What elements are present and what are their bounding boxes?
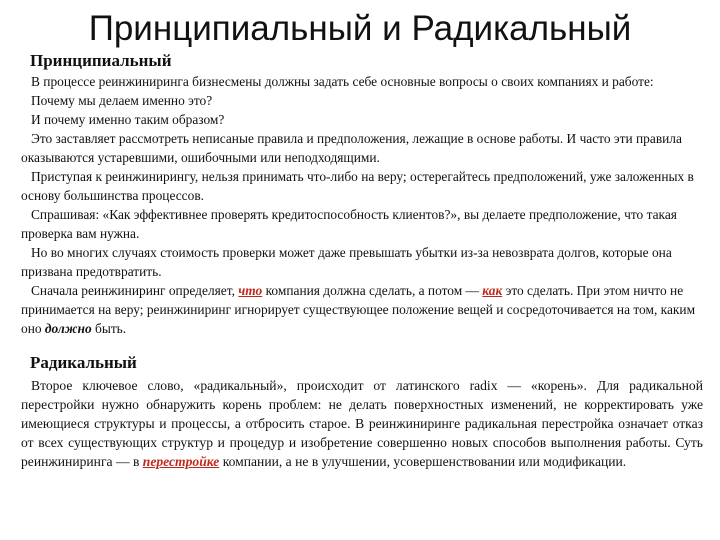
section-principled [21,50,703,338]
paragraph: Спрашивая: «Как эффективнее проверять кредитоспособность клиентов?», вы делаете предположение, что такая проверка вам нужна. [21,207,677,241]
slide-title: Принципиальный и Радикальный [88,9,632,48]
paragraph: В процессе реинжиниринга бизнесмены должны задать себе основные вопросы о своих компаниях и работе: [31,74,654,89]
emphasis-should: должно [44,321,92,336]
paragraph: Почему мы делаем именно это? [31,93,213,108]
slide-content [21,50,703,471]
paragraph: Приступая к реинжинирингу, нельзя принимать что-либо на веру; остерегайтесь предположений, уже заложенных в основу большинства процессов. [21,169,694,203]
text-run: это сделать. При этом ничто не принимается на веру; реинжиниринг игнорирует существующее положение вещей и сосредоточивается на том, каким оно [21,283,696,336]
highlight-what: что [238,283,263,298]
paragraph: Это заставляет рассмотреть неписаные правила и предположения, лежащие в основе работы. И часто эти правила оказываются устаревшими, ошибочными или неподходящими. [21,131,682,165]
paragraph-what-how [21,281,703,338]
text-run: компания должна сделать, а потом — [262,283,483,298]
paragraph: Но во многих случаях стоимость проверки может даже превышать убытки из-за невозврата долгов, которые она призвана предотвратить. [21,245,672,279]
section-radical [21,352,703,471]
highlight-restructuring: перестройке [142,454,220,469]
section-heading-radical: Радикальный [30,353,137,372]
text-run: быть. [91,321,127,336]
highlight-how: как [482,283,503,298]
text-run: Второе ключевое слово, «радикальный», происходит от латинского radix — «корень». Для радикальной перестройки нужно обнаружить корень проблем: не делать поверхностных изменений, не корректировать уже имеющиеся структуры и процессы, а отбросить старое. В реинжиниринге радикальная перестройка означает отказ от всех существующих структур и процедур и изобретение совершенно новых способов выполнения работы. Суть реинжиниринга — в [21,378,703,469]
section-heading-principled: Принципиальный [30,51,172,70]
paragraph-radical [21,376,703,471]
text-run: Сначала реинжиниринг определяет, [31,283,239,298]
paragraph: И почему именно таким образом? [31,112,225,127]
text-run: компании, а не в улучшении, усовершенствовании или модификации. [219,454,627,469]
